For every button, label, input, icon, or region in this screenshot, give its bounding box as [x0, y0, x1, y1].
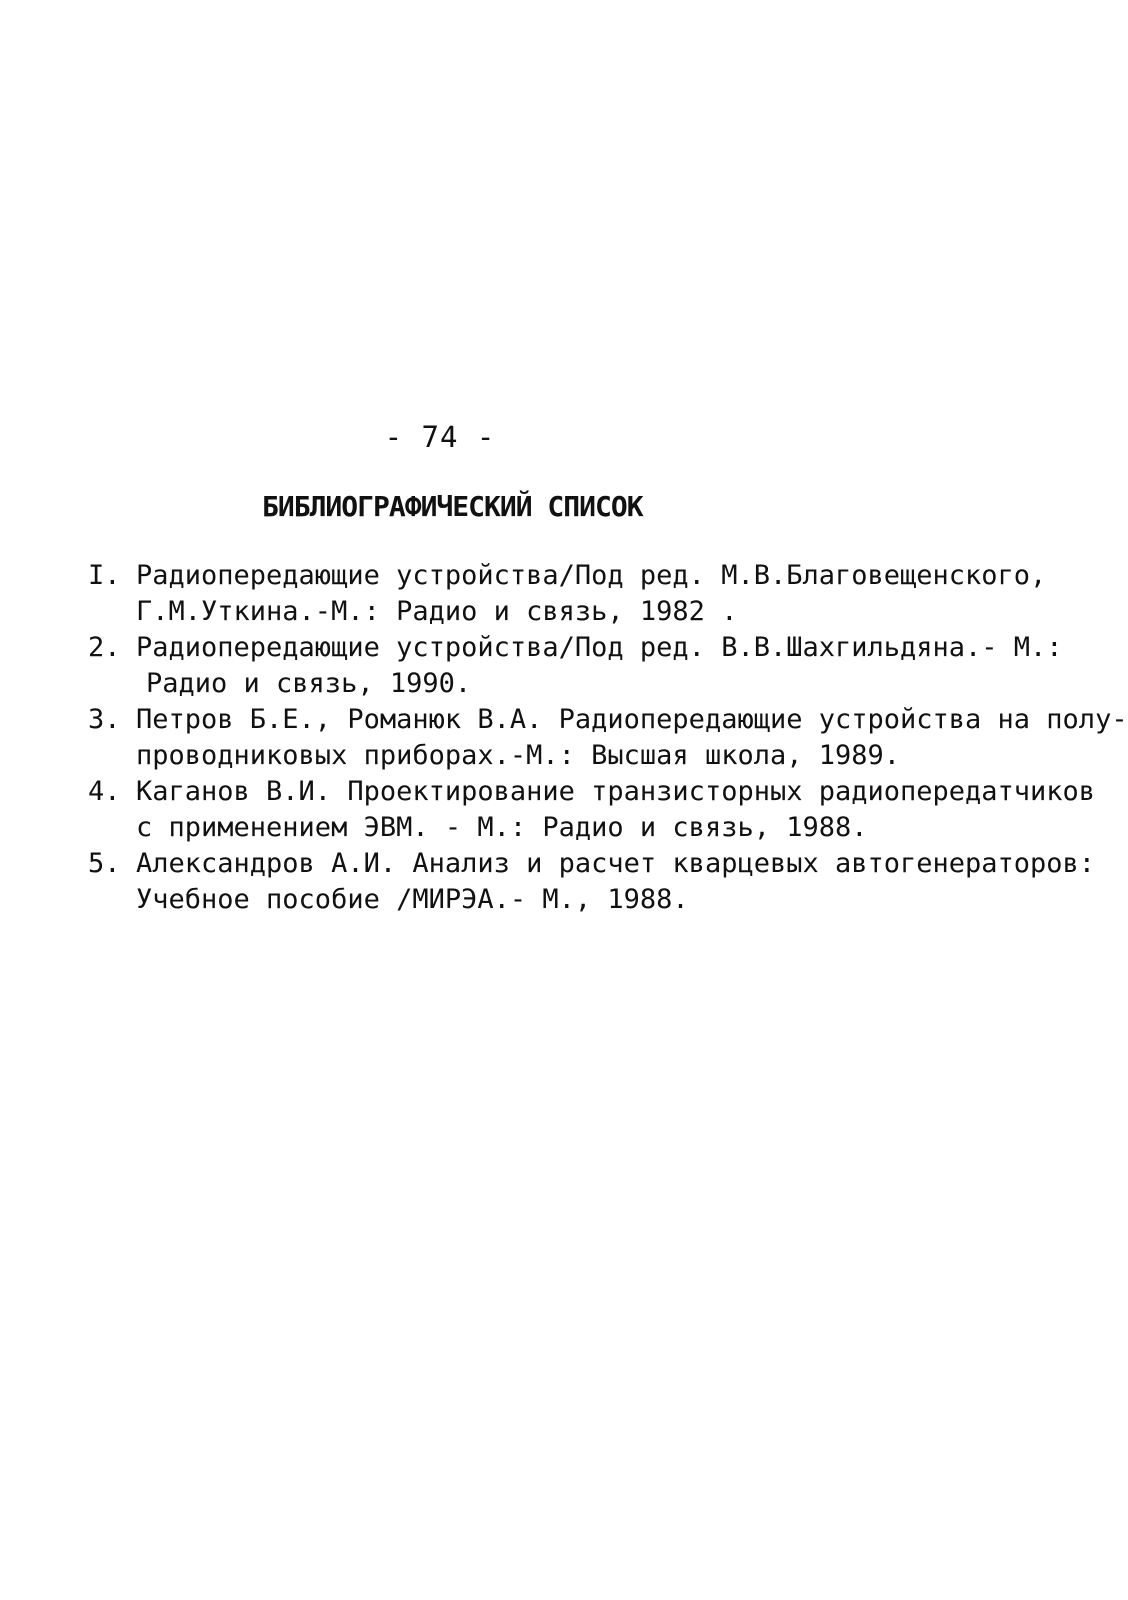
reference-line: проводниковых приборах.-М.: Высшая школа, 1989.: [136, 740, 901, 771]
reference-line: Радиопередающие устройства/Под ред. В.В.Шахгильдяна.- М.:: [136, 632, 1063, 663]
reference-item-3: [88, 702, 1128, 774]
reference-line: с применением ЭВМ. - М.: Радио и связь, 1988.: [136, 812, 868, 843]
reference-line: Александров А.И. Анализ и расчет кварцевых автогенераторов:: [136, 848, 1096, 879]
reference-line: Радиопередающие устройства/Под ред. М.В.Благовещенского,: [136, 560, 1047, 591]
reference-item-4: [88, 774, 1098, 846]
reference-line: Учебное пособие /МИРЭА.- М., 1988.: [136, 884, 689, 915]
page-number: - 74 -: [384, 420, 496, 454]
reference-list: [88, 558, 1128, 918]
reference-number: I.: [88, 560, 121, 591]
document-title: БИБЛИОГРАФИЧЕСКИЙ СПИСОК: [262, 490, 643, 523]
reference-item-2: [88, 630, 1098, 702]
reference-number: 3.: [88, 704, 121, 735]
reference-item-1: [88, 558, 1098, 630]
reference-item-5: [88, 846, 1098, 918]
reference-line: Радио и связь, 1990.: [146, 668, 472, 699]
reference-line: Петров Б.Е., Романюк В.А. Радиопередающие устройства на полу-: [136, 704, 1128, 735]
reference-line: Каганов В.И. Проектирование транзисторных радиопередатчиков: [136, 776, 1096, 807]
reference-line: Г.М.Уткина.-М.: Радио и связь, 1982 .: [136, 596, 738, 627]
reference-number: 4.: [88, 776, 121, 807]
reference-number: 2.: [88, 632, 121, 663]
reference-number: 5.: [88, 848, 121, 879]
